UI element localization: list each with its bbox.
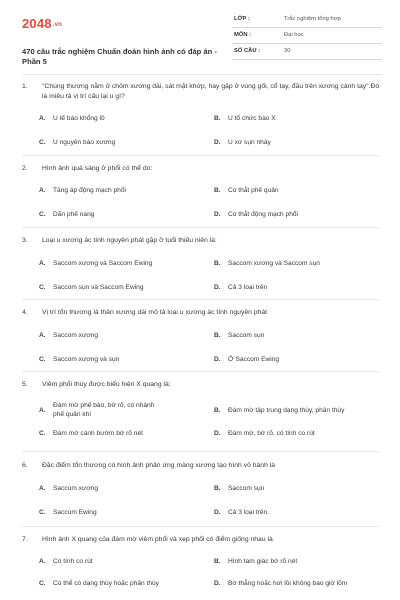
option-text: Saccom sụn xyxy=(228,332,265,339)
option-text: Đám mờ, bờ rõ, có tính co rút xyxy=(228,430,315,437)
question-4 xyxy=(22,308,382,371)
option-text: U nguyên bào xương xyxy=(53,139,116,146)
meta-class-label: LỚP : xyxy=(234,16,250,22)
option-letter: D. xyxy=(214,580,221,587)
question-number: 1. xyxy=(22,83,28,90)
option-text: Saccom xương xyxy=(53,485,99,492)
question-3 xyxy=(22,236,382,299)
question-text: Đặc điểm tổn thương có hình ảnh phản ứng màng xương tạo hình vỏ hành là xyxy=(42,462,276,469)
option-letter: D. xyxy=(214,356,221,363)
option-letter: B. xyxy=(214,332,221,339)
option-letter: C. xyxy=(39,580,46,587)
option-letter: A. xyxy=(39,558,46,565)
meta-class-value: Trắc nghiệm tổng hợp xyxy=(284,16,341,22)
option-text: Saccom xương và Saccom Ewing xyxy=(53,260,153,267)
option-text: Đám mờ tập trung dạng thùy, phân thùy xyxy=(228,407,345,414)
header-divider xyxy=(22,74,382,75)
meta-subject-label: MÔN : xyxy=(234,32,252,38)
option-letter: C. xyxy=(39,430,46,437)
option-letter: A. xyxy=(39,115,46,122)
option-text: Bờ thẳng hoặc hơi lồi không bao giờ lõm xyxy=(228,580,348,587)
option-letter: C. xyxy=(39,509,46,516)
option-text: Tăng áp động mạch phổi xyxy=(53,187,126,194)
question-text: Hình ảnh X quang của đám mờ viêm phổi và xẹp phổi có điểm giống nhau là xyxy=(42,536,273,543)
option-text: Saccom xương xyxy=(53,332,99,339)
option-letter: B. xyxy=(214,260,221,267)
option-letter: D. xyxy=(214,509,221,516)
option-text: Saccom sụn và Saccom Ewing xyxy=(53,284,144,291)
question-separator xyxy=(22,155,380,156)
question-5 xyxy=(22,380,382,445)
question-separator xyxy=(22,451,380,452)
meta-class-row xyxy=(232,12,382,28)
option-text: Hình tam giác bờ rõ nét xyxy=(228,558,298,565)
question-6 xyxy=(22,461,382,524)
option-letter: A. xyxy=(39,332,46,339)
option-letter: A. xyxy=(39,187,46,194)
question-separator xyxy=(22,227,380,228)
question-number: 5. xyxy=(22,381,28,388)
option-letter: B. xyxy=(214,485,221,492)
option-text: Cả 3 loại trên. xyxy=(228,509,270,516)
option-letter: A. xyxy=(39,407,46,414)
option-letter: A. xyxy=(39,485,46,492)
option-letter: D. xyxy=(214,139,221,146)
option-text: Saccom xương và sụn xyxy=(53,356,120,363)
page-title: 470 câu trắc nghiệm Chuẩn đoán hình ảnh có đáp án - Phần 5 xyxy=(22,47,217,66)
question-number: 4. xyxy=(22,309,28,316)
question-number: 7. xyxy=(22,536,28,543)
question-text: Viêm phổi thùy được biểu hiện X quang là: xyxy=(42,381,171,388)
question-text: Hình ảnh quá sáng ở phổi có thể do: xyxy=(42,165,153,172)
option-text: Đám mờ cánh bướm bờ rõ nét xyxy=(53,430,143,437)
option-letter: D. xyxy=(214,430,221,437)
option-letter: C. xyxy=(39,356,46,363)
question-separator xyxy=(22,299,380,300)
option-text: U tổ chức bào X xyxy=(228,115,276,122)
option-text: Đám mờ phế bào, bờ rõ, có nhánh phế quản khí xyxy=(53,402,155,418)
question-2 xyxy=(22,164,382,226)
option-text: Saccom sụn xyxy=(228,485,265,492)
quiz-meta xyxy=(232,12,382,60)
option-text: Cả 3 loại trên xyxy=(228,284,268,291)
option-letter: C. xyxy=(39,211,46,218)
question-text: Loại u xương ác tính nguyên phát gặp ở tuổi thiếu niên là: xyxy=(42,237,217,244)
option-text: Saccom Ewing xyxy=(53,509,97,516)
question-7 xyxy=(22,535,382,597)
option-letter: C. xyxy=(39,139,46,146)
option-letter: A. xyxy=(39,260,46,267)
option-text: U tế bào khổng lồ xyxy=(53,115,105,122)
meta-count-value: 30 xyxy=(284,48,291,54)
logo-text: 2048 xyxy=(22,16,52,31)
meta-count-label: SỐ CÂU : xyxy=(234,48,261,54)
option-letter: B. xyxy=(214,558,221,565)
site-logo[interactable] xyxy=(22,16,62,31)
meta-subject-row xyxy=(232,28,382,44)
option-text: Có tính co rút xyxy=(53,558,93,565)
option-text: Ở Saccom Ewing xyxy=(228,356,280,363)
option-text: Dãn phế nang xyxy=(53,211,95,218)
option-text: U xơ sụn nhày xyxy=(228,139,271,146)
option-letter: D. xyxy=(214,284,221,291)
meta-subject-value: Đại học xyxy=(284,32,304,38)
meta-count-row xyxy=(232,44,382,60)
option-text: Saccom xương và Saccom sụn xyxy=(228,260,320,267)
option-letter: C. xyxy=(39,284,46,291)
logo-suffix: .vn xyxy=(52,22,63,28)
question-number: 2. xyxy=(22,165,28,172)
option-text: Co thắt động mạch phổi xyxy=(228,211,299,218)
question-separator xyxy=(22,526,380,527)
option-letter: B. xyxy=(214,187,221,194)
option-letter: B. xyxy=(214,407,221,414)
question-text: Vị trí tổn thương là thân xương dài mô tả loại u xương ác tính nguyên phát xyxy=(42,309,268,316)
option-letter: B. xyxy=(214,115,221,122)
question-separator xyxy=(22,371,380,372)
option-text: Có thể có dạng thùy hoặc phân thùy xyxy=(53,580,159,587)
question-text: "Chúng thương nằm ở chỏm xương dài, sát mặt khớp, hay gặp ở vùng gối, cổ tay, đầu trên xương cánh tay".Đó là miêu tả vị trí cấu lại u gì? xyxy=(42,83,380,100)
question-number: 3. xyxy=(22,237,28,244)
option-letter: D. xyxy=(214,211,221,218)
question-number: 6. xyxy=(22,462,28,469)
question-1 xyxy=(22,82,382,154)
option-text: Co thắt phế quản xyxy=(228,187,279,194)
